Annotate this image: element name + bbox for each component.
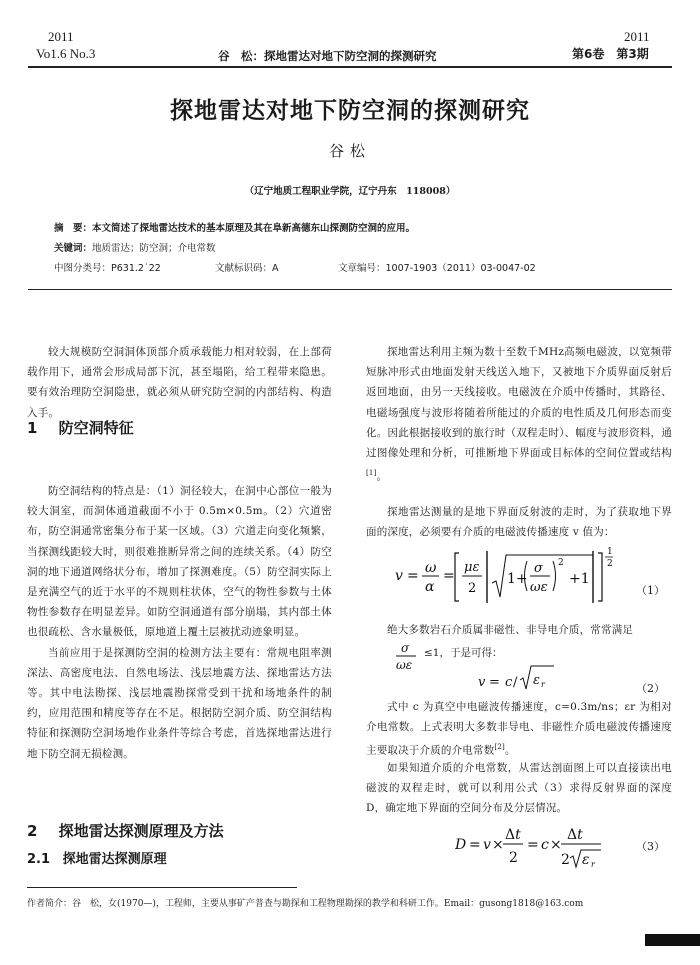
section-1-heading bbox=[27, 417, 134, 438]
radar-principle-text: 探地雷达利用主频为数十至数千MHz高频电磁波，以宽频带短脉冲形式由地面发射天线送入地下，又被地下介质界面反射后返回地面，由另一天线接收。电磁波在介质中传播时，其路径、电磁场强度与波形将随着所能过的介质的电性质及几何形态而变化。因此根据接收到的旅行时（双程走时）、幅度与波形资料，通过图像处理和分析，可推断地下界面或目标体的空间位置或结构 bbox=[366, 346, 672, 460]
header-volume-right: 第6卷 第3期 bbox=[572, 47, 649, 61]
svg-text:/: / bbox=[513, 675, 518, 690]
svg-text:σ: σ bbox=[534, 561, 543, 576]
doc-code-value: A bbox=[272, 263, 279, 274]
equation-1-number: （1） bbox=[636, 584, 665, 597]
abstract bbox=[54, 222, 415, 236]
sigma-over-omega-epsilon bbox=[394, 641, 420, 671]
right-para-4 bbox=[366, 697, 672, 761]
svg-text:Δt: Δt bbox=[567, 827, 583, 843]
svg-text:1+: 1+ bbox=[507, 571, 528, 587]
svg-text:D: D bbox=[455, 837, 467, 853]
svg-text:=: = bbox=[489, 675, 500, 690]
svg-text:σ: σ bbox=[401, 641, 410, 655]
svg-text:=: = bbox=[527, 837, 539, 853]
paper-author: 谷松 bbox=[328, 142, 371, 160]
equation-3 bbox=[455, 822, 605, 872]
svg-text:c: c bbox=[505, 675, 513, 690]
svg-text:=: = bbox=[407, 568, 419, 584]
clc-value: P631.2˙22 bbox=[111, 263, 161, 274]
velocity-intro-text: 探地雷达测量的是地下界面反射波的走时，为了获取地下界面的深度，必须要有介质的电磁波传播速度 v 值为： bbox=[366, 506, 672, 539]
svg-text:2: 2 bbox=[558, 558, 564, 568]
keywords-label: 关键词： bbox=[54, 243, 93, 254]
right-para-2 bbox=[366, 502, 672, 542]
section-1-body bbox=[27, 481, 332, 764]
doc-code-label: 文献标识码： bbox=[215, 263, 273, 274]
section-2-1-title: 探地雷达探测原理 bbox=[62, 852, 167, 867]
equation-3-number: （3） bbox=[636, 840, 665, 853]
equation-2 bbox=[478, 662, 558, 694]
section-2-1-number: 2.1 bbox=[27, 852, 51, 867]
author-affiliation: （辽宁地质工程职业学院，辽宁丹东 118008） bbox=[244, 186, 456, 197]
header-year-left: 2011 bbox=[48, 29, 74, 44]
right-para-1 bbox=[366, 342, 672, 487]
svg-text:v: v bbox=[395, 568, 403, 584]
paper-title: 探地雷达对地下防空洞的探测研究 bbox=[170, 98, 530, 124]
svg-text:α: α bbox=[425, 579, 435, 595]
clc-number bbox=[54, 262, 161, 276]
svg-text:2: 2 bbox=[607, 559, 613, 569]
abstract-rule bbox=[28, 289, 672, 290]
svg-text:ε: ε bbox=[533, 673, 540, 688]
svg-text:×: × bbox=[550, 837, 562, 853]
equation-1 bbox=[395, 545, 625, 607]
section-2-number: 2 bbox=[27, 822, 38, 840]
para-1-end: 。 bbox=[376, 470, 388, 483]
keywords-text: 地质雷达；防空洞；介电常数 bbox=[92, 243, 216, 254]
abstract-text: 本文简述了探地雷达技术的基本原理及其在阜新高德东山探测防空洞的应用。 bbox=[92, 223, 416, 234]
svg-text:ωε: ωε bbox=[396, 658, 413, 671]
clc-label: 中图分类号： bbox=[54, 263, 112, 274]
svg-text:2: 2 bbox=[561, 852, 570, 868]
svg-text:2: 2 bbox=[509, 850, 518, 866]
svg-text:ωε: ωε bbox=[530, 580, 548, 595]
article-no-value: 1007-1903（2011）03-0047-02 bbox=[385, 263, 536, 274]
article-no-label: 文章编号： bbox=[338, 263, 386, 274]
svg-text:c: c bbox=[541, 837, 549, 853]
section-1-number: 1 bbox=[27, 419, 38, 437]
svg-text:ω: ω bbox=[425, 560, 437, 576]
svg-text:×: × bbox=[492, 837, 504, 853]
section-2-heading bbox=[27, 820, 224, 841]
header-volume-left: Vo1.6 No.3 bbox=[36, 46, 96, 61]
depth-method-text: 如果知道介质的介电常数，从雷达剖面图上可以直接读出电磁波的双程走时，就可以利用公式（3）求得反射界面的深度 D，确定地下界面的空间分布及分层情况。 bbox=[366, 762, 672, 815]
svg-text:ε: ε bbox=[582, 852, 590, 868]
intro-text: 较大规模防空洞洞体顶部介质承载能力相对较弱，在上部荷载作用下，通常会形成局部下沉，甚至塌陷，给工程带来隐患。要有效治理防空洞隐患，就必须从研究防空洞的内部结构、构造入手。 bbox=[27, 346, 332, 419]
header-year-right: 2011 bbox=[624, 29, 650, 44]
svg-text:v: v bbox=[483, 837, 491, 853]
intro-paragraph bbox=[27, 342, 332, 423]
document-code bbox=[215, 262, 279, 276]
svg-text:r: r bbox=[591, 860, 595, 869]
article-number bbox=[338, 262, 536, 276]
header-rule bbox=[28, 66, 672, 68]
footnote-rule bbox=[27, 887, 297, 888]
svg-text:1: 1 bbox=[607, 547, 613, 557]
right-para-3 bbox=[366, 620, 672, 640]
page-corner-block bbox=[645, 934, 700, 946]
section-1-para-2: 当前应用于是探测防空洞的检测方法主要有：常规电阻率测深法、高密度电法、自然电场法、浅层地震方法、探地雷达方法等。其中电法勘探、浅层地震勘探常受到干扰和场地条件的制约，应用范围和精度等存在不足。根据防空洞介质、防空洞结构特征和探测防空洞场地作业条件等综合考虑，首选探地雷达进行地下防空洞无损检测。 bbox=[27, 646, 332, 760]
ref-2: [2] bbox=[494, 743, 505, 752]
right-para-5 bbox=[366, 758, 672, 819]
ref-1: [1] bbox=[366, 469, 377, 478]
speed-explanation-text: 式中 c 为真空中电磁波传播速度，c=0.3m/ns；εr 为相对介电常数。上式表明大多数非导电、非磁性介质电磁波传播速度 主要取决于介质的介电常数 bbox=[366, 701, 672, 757]
condition-text: ≤1，于是可得： bbox=[424, 647, 503, 659]
svg-text:r: r bbox=[541, 680, 545, 689]
section-1-para-1: 防空洞结构的特点是：（1）洞径较大，在洞中心部位一般为较大洞室，而洞体通道截面不小于 0.5m×0.5m。（2）穴道密布，防空洞通常密集分布于某一区域。（3）穴道走向变化频繁，当探测线距较大时，则很难推断异常之间的连续关系。（4）防空洞的地下通道网络状分布，增加了探测难度。（5）防空洞实际上是充满空气的近于水平的不规则柱状体，空气的物性参数与土体物性参数存在明显差异。如防空洞通道有部分崩塌，其内部土体也很疏松、含水量极低，原地道上覆土层被扰动迹象明显。 bbox=[27, 485, 332, 639]
svg-text:2: 2 bbox=[468, 581, 477, 596]
svg-text:v: v bbox=[478, 675, 486, 690]
svg-text:=: = bbox=[469, 837, 481, 853]
section-2-1-heading bbox=[27, 848, 167, 867]
svg-text:=: = bbox=[443, 568, 455, 584]
author-footnote: 作者简介：谷 松，女(1970—)，工程师，主要从事矿产普查与勘探和工程物理勘探的教学和科研工作。Email：gusong1818@163.com bbox=[27, 899, 584, 909]
header-running-title: 谷 松：探地雷达对地下防空洞的探测研究 bbox=[218, 49, 437, 63]
equation-2-number: （2） bbox=[636, 682, 665, 695]
para-4-end: 。 bbox=[504, 744, 516, 757]
keywords bbox=[54, 242, 216, 256]
svg-text:με: με bbox=[464, 560, 480, 575]
section-1-title: 防空洞特征 bbox=[58, 419, 134, 437]
section-2-title: 探地雷达探测原理及方法 bbox=[58, 822, 224, 840]
nonmagnetic-text: 绝大多数岩石介质属非磁性、非导电介质，常常满足 bbox=[387, 624, 634, 636]
svg-text:+1: +1 bbox=[569, 571, 590, 587]
svg-text:Δt: Δt bbox=[505, 827, 521, 843]
abstract-label: 摘 要： bbox=[54, 223, 93, 234]
